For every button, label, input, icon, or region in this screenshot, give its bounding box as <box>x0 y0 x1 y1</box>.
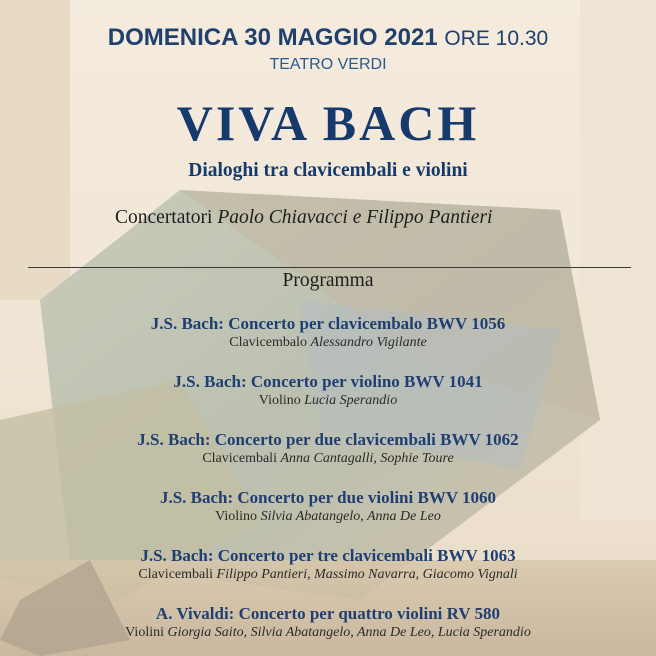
performer-names: Silvia Abatangelo, Anna De Leo <box>260 509 441 524</box>
program-item-4-title: J.S. Bach: Concerto per due violini BWV 1060 <box>159 488 497 507</box>
performer-role: Violini <box>125 625 164 640</box>
program-item-2-title: J.S. Bach: Concerto per violino BWV 1041 <box>173 372 483 391</box>
concertatori-names: Paolo Chiavacci e Filippo Pantieri <box>217 207 493 228</box>
program-item-4-performers <box>0 509 656 525</box>
performer-names: Alessandro Vigilante <box>310 335 427 350</box>
performer-role: Clavicembali <box>138 567 214 582</box>
concert-title: VIVA BACH <box>176 95 480 151</box>
program-heading: Programma <box>282 270 374 291</box>
program-item-3-performers <box>0 451 656 467</box>
concertatori-label: Concertatori <box>115 207 213 228</box>
program-item-1-performers <box>0 335 656 351</box>
event-time: ORE 10.30 <box>444 27 549 50</box>
performer-names: Anna Cantagalli, Sophie Toure <box>280 451 454 466</box>
event-date: DOMENICA 30 MAGGIO 2021 <box>107 24 438 51</box>
performer-names: Filippo Pantieri, Massimo Navarra, Giacomo Vignali <box>216 567 518 582</box>
program-item-1-title: J.S. Bach: Concerto per clavicembalo BWV 1056 <box>150 314 506 333</box>
performer-names: Giorgia Saito, Silvia Abatangelo, Anna De Leo, Lucia Sperandio <box>167 625 531 640</box>
performer-role: Clavicembalo <box>229 335 307 350</box>
event-date-line <box>0 24 656 52</box>
concertatori-line <box>115 207 492 229</box>
performer-role: Violino <box>258 393 301 408</box>
performer-role: Violino <box>215 509 258 524</box>
performer-role: Clavicembali <box>202 451 277 466</box>
program-item-6-performers <box>0 625 656 641</box>
venue-name: TEATRO VERDI <box>269 56 387 73</box>
program-item-3-title: J.S. Bach: Concerto per due clavicembali BWV 1062 <box>137 430 519 449</box>
divider-rule <box>28 267 631 268</box>
performer-names: Lucia Sperandio <box>304 393 398 408</box>
program-item-5-performers <box>0 567 656 583</box>
concert-subtitle: Dialoghi tra clavicembali e violini <box>188 160 468 181</box>
program-item-6-title: A. Vivaldi: Concerto per quattro violini RV 580 <box>155 604 501 623</box>
program-item-2-performers <box>0 393 656 409</box>
program-item-5-title: J.S. Bach: Concerto per tre clavicembali BWV 1063 <box>140 546 516 565</box>
